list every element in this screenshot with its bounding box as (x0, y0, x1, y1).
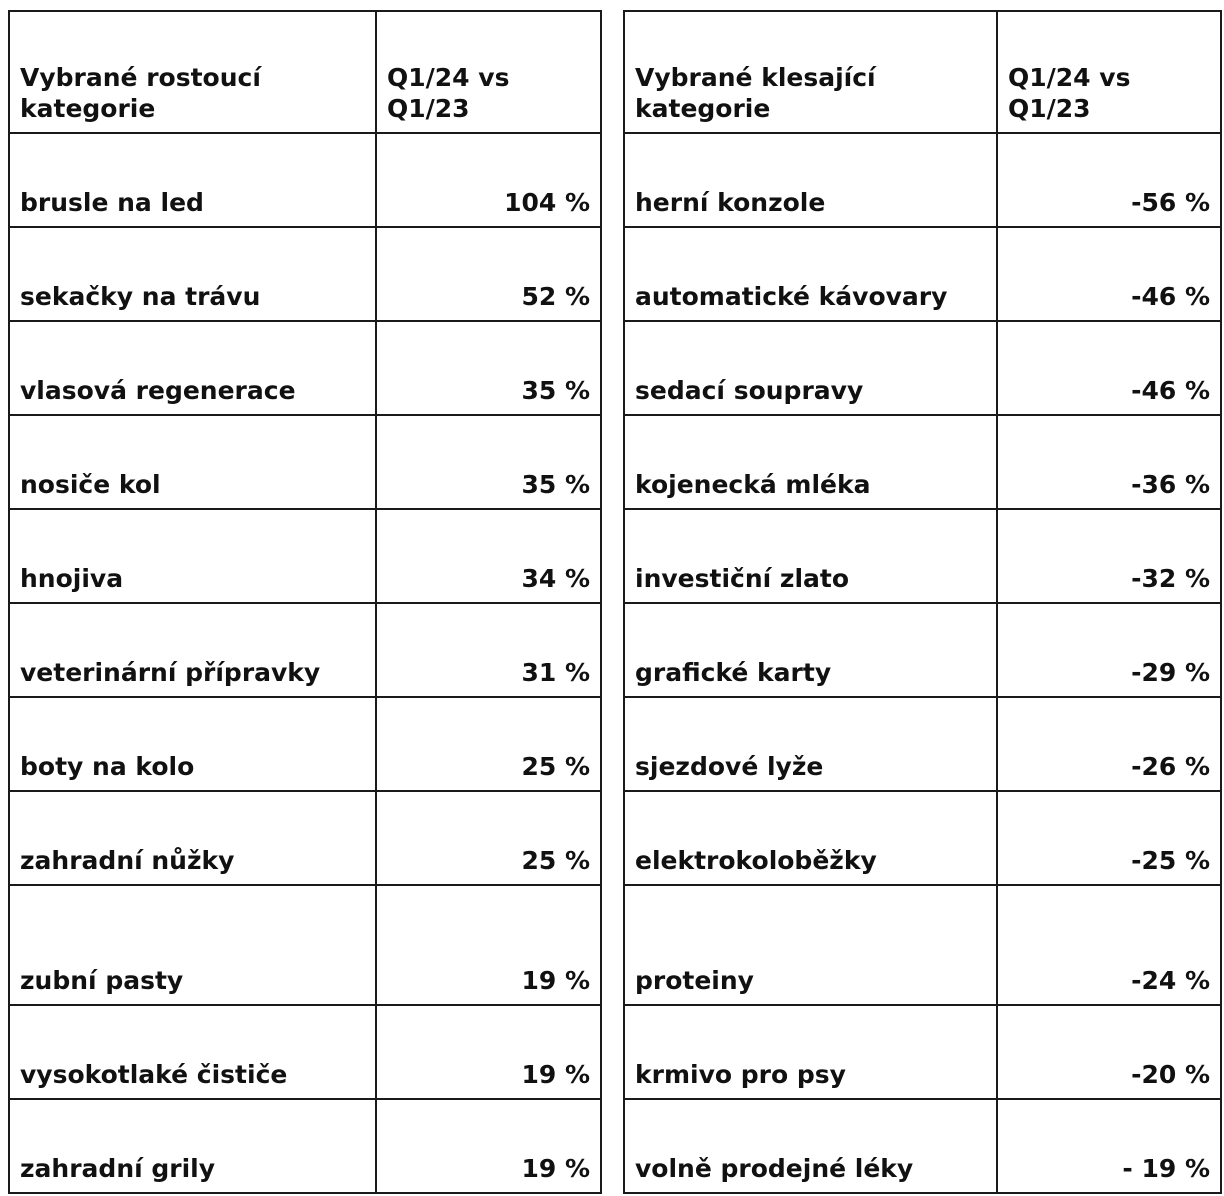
category-cell: sekačky na trávu (9, 227, 376, 321)
change-cell: 31 % (376, 603, 601, 697)
table-row (9, 321, 601, 415)
category-cell: sedací soupravy (624, 321, 997, 415)
table-row (624, 227, 1221, 321)
category-cell: volně prodejné léky (624, 1099, 997, 1193)
table-row (624, 1005, 1221, 1099)
category-cell: elektrokoloběžky (624, 791, 997, 885)
table-row (624, 509, 1221, 603)
change-cell: 19 % (376, 885, 601, 1005)
table-row (9, 885, 601, 1005)
table-header-row (9, 11, 601, 133)
category-cell: zahradní nůžky (9, 791, 376, 885)
growing-category-header: Vybrané rostoucí kategorie (9, 11, 376, 133)
category-cell: nosiče kol (9, 415, 376, 509)
table-row (9, 227, 601, 321)
change-cell: -36 % (997, 415, 1221, 509)
change-cell: 35 % (376, 415, 601, 509)
table-row (624, 321, 1221, 415)
category-cell: krmivo pro psy (624, 1005, 997, 1099)
change-cell: -20 % (997, 1005, 1221, 1099)
change-cell: 19 % (376, 1099, 601, 1193)
category-cell: automatické kávovary (624, 227, 997, 321)
growing-change-header: Q1/24 vs Q1/23 (376, 11, 601, 133)
category-cell: zahradní grily (9, 1099, 376, 1193)
declining-category-header: Vybrané klesající kategorie (624, 11, 997, 133)
category-cell: kojenecká mléka (624, 415, 997, 509)
growing-categories-table (8, 10, 602, 1194)
category-cell: proteiny (624, 885, 997, 1005)
table-row (624, 133, 1221, 227)
category-cell: vlasová regenerace (9, 321, 376, 415)
category-cell: investiční zlato (624, 509, 997, 603)
change-cell: -29 % (997, 603, 1221, 697)
category-cell: boty na kolo (9, 697, 376, 791)
category-cell: zubní pasty (9, 885, 376, 1005)
table-row (624, 415, 1221, 509)
category-cell: herní konzole (624, 133, 997, 227)
change-cell: -26 % (997, 697, 1221, 791)
table-row (9, 1099, 601, 1193)
change-cell: -25 % (997, 791, 1221, 885)
table-row (9, 603, 601, 697)
table-row (9, 697, 601, 791)
declining-change-header: Q1/24 vs Q1/23 (997, 11, 1221, 133)
table-row (9, 791, 601, 885)
category-cell: vysokotlaké čističe (9, 1005, 376, 1099)
table-row (624, 885, 1221, 1005)
change-cell: 52 % (376, 227, 601, 321)
category-cell: brusle na led (9, 133, 376, 227)
change-cell: 34 % (376, 509, 601, 603)
table-row (9, 1005, 601, 1099)
change-cell: 19 % (376, 1005, 601, 1099)
change-cell: -32 % (997, 509, 1221, 603)
table-row (9, 415, 601, 509)
table-row (624, 603, 1221, 697)
change-cell: -24 % (997, 885, 1221, 1005)
category-cell: grafické karty (624, 603, 997, 697)
table-row (9, 133, 601, 227)
category-cell: hnojiva (9, 509, 376, 603)
table-header-row (624, 11, 1221, 133)
change-cell: 35 % (376, 321, 601, 415)
change-cell: -46 % (997, 227, 1221, 321)
change-cell: -56 % (997, 133, 1221, 227)
table-row (9, 509, 601, 603)
table-row (624, 697, 1221, 791)
declining-categories-table (623, 10, 1222, 1194)
table-row (624, 1099, 1221, 1193)
change-cell: 25 % (376, 697, 601, 791)
change-cell: - 19 % (997, 1099, 1221, 1193)
category-cell: sjezdové lyže (624, 697, 997, 791)
change-cell: 104 % (376, 133, 601, 227)
category-cell: veterinární přípravky (9, 603, 376, 697)
change-cell: -46 % (997, 321, 1221, 415)
table-row (624, 791, 1221, 885)
change-cell: 25 % (376, 791, 601, 885)
